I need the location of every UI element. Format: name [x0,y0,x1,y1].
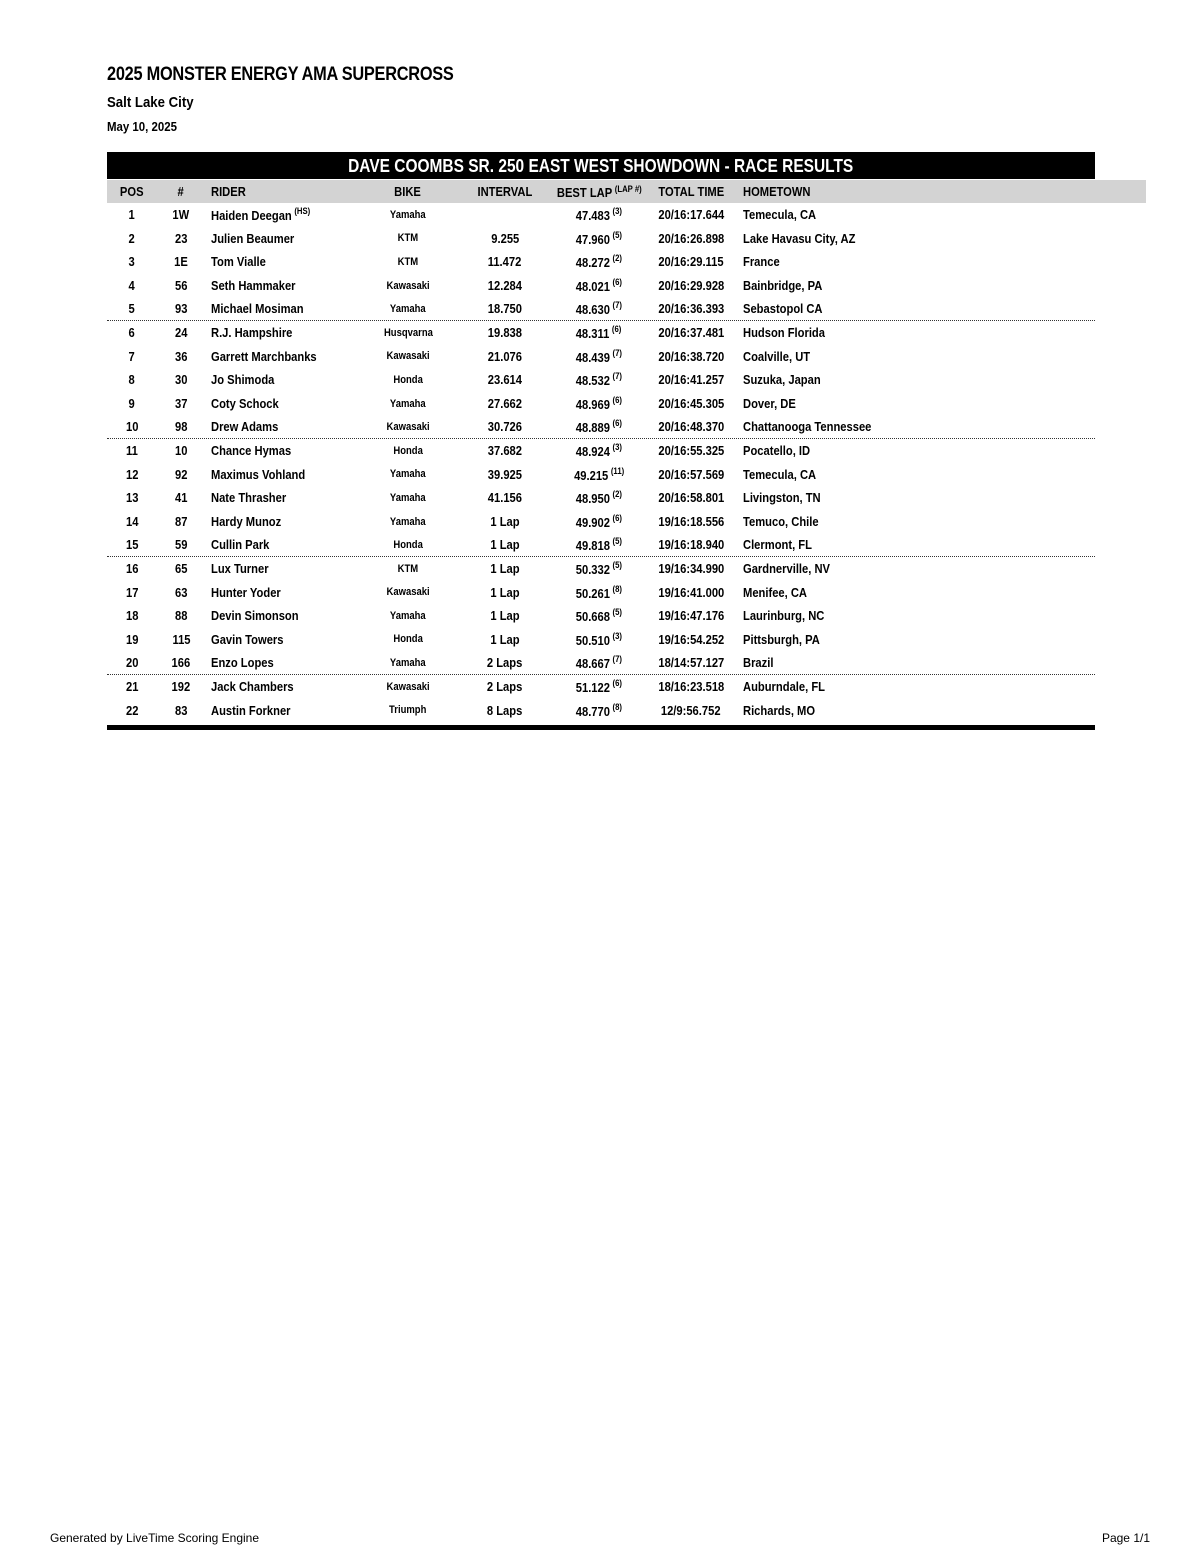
row-total-time: 19/16:47.176 [658,608,724,624]
row-bike: Kawasaki [386,350,430,363]
row-best-lap: 48.021 $^{(6)}$ [575,277,623,295]
row-hometown: Brazil [743,655,774,671]
row-best-lap: 50.332 $^{(5)}$ [575,560,623,578]
row-best-lap: 49.902 $^{(6)}$ [575,513,623,531]
row-interval: 19.838 [487,325,523,341]
row-rider: Hardy Munoz [211,514,282,530]
results-banner-text: DAVE COOMBS SR. 250 EAST WEST SHOWDOWN - RACE RESULTS [348,156,854,176]
row-best-lap: 47.960 $^{(5)}$ [575,229,623,247]
row-rider: Chance Hymas [211,443,292,459]
row-rider: Gavin Towers [211,631,284,647]
row-best-lap-note: (2) [612,489,623,500]
row-interval: 1 Lap [490,631,520,647]
row-pos: 7 [128,348,136,364]
row-total-time: 19/16:54.252 [658,631,724,647]
row-total-time: 20/16:29.928 [658,278,724,294]
table-row [107,227,1095,251]
row-interval [461,203,549,227]
row-best-lap: 48.439 $^{(7)}$ [575,347,623,365]
row-number: 1E [174,254,188,270]
row-total-time: 19/16:18.556 [658,514,724,530]
row-best-lap: 48.272 $^{(2)}$ [575,253,623,271]
table-row [107,533,1095,557]
row-best-lap-note: (5) [612,536,623,547]
row-total-time: 20/16:58.801 [658,490,724,506]
row-best-lap-note: (5) [612,229,623,240]
row-best-lap-note: (8) [612,701,623,712]
row-best-lap: 48.889 $^{(6)}$ [575,418,623,436]
table-row [107,415,1095,439]
row-interval: 2 Laps [487,679,523,695]
row-number: 192 [171,679,191,695]
table-row [107,628,1095,652]
row-hometown: Dover, DE [743,396,796,412]
row-best-lap-note: (6) [612,395,623,406]
row-pos: 8 [128,372,136,388]
table-row [107,604,1095,628]
row-hometown: Sebastopol CA [743,301,823,317]
row-interval: 1 Lap [490,584,520,600]
row-rider: Julien Beaumer [211,230,295,246]
row-hometown: Gardnerville, NV [743,561,830,577]
row-interval: 12.284 [487,278,523,294]
row-hometown: Suzuka, Japan [743,372,821,388]
row-best-lap-note: (7) [612,371,623,382]
row-best-lap-note: (6) [612,678,623,689]
row-pos: 19 [125,631,139,647]
row-hometown: Menifee, CA [743,584,807,600]
row-rider: Hunter Yoder [211,584,281,600]
row-total-time: 20/16:36.393 [658,301,724,317]
table-row [107,439,1095,463]
row-interval: 23.614 [487,372,523,388]
row-hometown: Bainbridge, PA [743,278,823,294]
table-row [107,651,1095,675]
row-total-time: 19/16:18.940 [658,537,724,553]
row-pos: 17 [125,584,139,600]
row-interval: 2 Laps [487,655,523,671]
row-pos: 4 [128,278,136,294]
row-best-lap-note: (6) [612,324,622,335]
row-best-lap-note: (6) [612,277,623,288]
row-best-lap-note: (3) [612,206,623,217]
row-interval: 37.682 [487,443,523,459]
header-rider: RIDER [211,184,246,199]
row-number: 166 [171,655,191,671]
row-bike: Honda [393,633,423,646]
row-pos: 18 [125,608,139,624]
table-row [107,557,1095,581]
row-bike: Yamaha [390,515,426,528]
row-best-lap-note: (7) [612,300,623,311]
header-interval: INTERVAL [477,184,533,199]
row-total-time: 18/16:23.518 [658,679,724,695]
row-total-time: 18/14:57.127 [658,655,724,671]
row-hometown: Hudson Florida [743,325,825,341]
row-pos: 21 [125,679,139,695]
row-best-lap-note: (5) [612,607,623,618]
row-rider: Lux Turner [211,561,269,577]
row-interval: 39.925 [487,466,523,482]
row-hometown: Temecula, CA [743,207,817,223]
row-hometown: Coalville, UT [743,348,811,364]
row-pos: 2 [128,230,136,246]
row-interval: 30.726 [487,419,523,435]
table-row [107,321,1095,345]
row-number: 24 [174,325,188,341]
header-best-lap: BEST LAP $^{(LAP \#)}$ [556,183,642,200]
row-best-lap: 50.668 $^{(5)}$ [575,607,623,625]
row-bike: Yamaha [390,656,426,669]
row-total-time: 20/16:37.481 [658,325,724,341]
table-row [107,463,1095,487]
row-number: 23 [174,230,188,246]
row-interval: 8 Laps [487,702,523,718]
row-number: 63 [174,584,188,600]
row-bike: Yamaha [390,468,426,481]
row-bike: Kawasaki [386,279,430,292]
row-bike: Kawasaki [386,586,430,599]
row-best-lap-note: (8) [612,583,623,594]
table-row [107,203,1095,227]
row-bike: Honda [393,444,423,457]
row-number: 88 [174,608,188,624]
table-row [107,486,1095,510]
table-row [107,250,1095,274]
row-number: 1W [172,207,190,223]
row-bike: Honda [393,538,423,551]
row-best-lap-note: (6) [612,513,623,524]
header-number: # [177,184,185,199]
row-best-lap: 48.667 $^{(7)}$ [575,654,623,672]
table-row [107,675,1095,699]
table-bottom-rule [107,725,1095,730]
row-number: 59 [174,537,188,553]
row-best-lap: 48.630 $^{(7)}$ [575,300,623,318]
row-total-time: 20/16:38.720 [658,348,724,364]
row-hometown: Chattanooga Tennessee [743,419,872,435]
row-number: 10 [174,443,188,459]
row-rider: Coty Schock [211,396,279,412]
table-row [107,392,1095,416]
row-bike: Honda [393,373,423,386]
row-best-lap: 48.532 $^{(7)}$ [575,371,623,389]
row-best-lap: 49.818 $^{(5)}$ [575,536,623,554]
row-rider: Enzo Lopes [211,655,274,671]
row-hometown: Laurinburg, NC [743,608,825,624]
header-pos: POS [120,184,144,199]
row-bike: KTM [397,255,419,268]
row-pos: 6 [128,325,136,341]
row-bike: Triumph [389,704,427,717]
row-rider: Jo Shimoda [211,372,275,388]
row-number: 115 [171,631,191,647]
row-interval: 18.750 [487,301,523,317]
row-pos: 1 [128,207,136,223]
table-row [107,274,1095,298]
results-header-row [107,180,1146,203]
row-bike: Yamaha [390,491,426,504]
row-number: 37 [174,396,188,412]
row-best-lap: 51.122 $^{(6)}$ [575,678,623,696]
row-best-lap-note: (11) [610,465,625,476]
row-pos: 11 [126,443,138,459]
results-banner [107,152,1095,179]
row-interval: 9.255 [490,230,519,246]
row-best-lap-note: (5) [612,560,623,571]
row-hometown: Livingston, TN [743,490,821,506]
row-rider: Drew Adams [211,419,279,435]
row-pos: 3 [128,254,136,270]
table-row [107,698,1095,722]
row-interval: 21.076 [487,348,523,364]
row-pos: 9 [128,396,136,412]
row-best-lap: 48.311 $^{(6)}$ [576,324,622,342]
row-pos: 10 [125,419,139,435]
row-total-time: 12/9:56.752 [661,702,721,718]
row-total-time: 20/16:41.257 [658,372,724,388]
footer-generated-by: Generated by LiveTime Scoring Engine [50,1531,260,1545]
row-best-lap: 48.950 $^{(2)}$ [575,489,623,507]
row-hometown: Pocatello, ID [743,443,811,459]
row-number: 87 [174,514,188,530]
row-hometown: Temuco, Chile [743,514,819,530]
table-row [107,345,1095,369]
row-best-lap-note: (2) [612,253,623,264]
row-number: 56 [174,278,188,294]
row-best-lap: 48.969 $^{(6)}$ [575,395,623,413]
table-row [107,368,1095,392]
row-hometown: Temecula, CA [743,466,817,482]
row-total-time: 20/16:17.644 [658,207,724,223]
row-total-time: 19/16:41.000 [658,584,724,600]
row-pos: 14 [125,514,139,530]
results-table-body [107,203,1095,722]
row-bike: KTM [397,562,419,575]
row-total-time: 20/16:55.325 [658,443,724,459]
row-rider: R.J. Hampshire [211,325,293,341]
row-rider: Nate Thrasher [211,490,287,506]
row-number: 83 [174,702,188,718]
row-best-lap-note: (3) [612,442,623,453]
row-rider: Maximus Vohland [211,466,306,482]
event-date: May 10, 2025 [107,119,177,134]
table-row [107,581,1095,605]
row-number: 98 [174,419,188,435]
row-interval: 1 Lap [490,608,520,624]
row-total-time: 20/16:48.370 [658,419,724,435]
row-rider: Jack Chambers [211,679,294,695]
row-hometown: Richards, MO [743,702,816,718]
row-pos: 13 [125,490,139,506]
row-interval: 1 Lap [490,514,520,530]
row-number: 65 [174,561,188,577]
table-row [107,297,1095,321]
row-total-time: 20/16:57.569 [658,466,724,482]
row-hometown: Auburndale, FL [743,679,825,695]
row-pos: 5 [128,301,136,317]
row-number: 30 [174,372,188,388]
row-interval: 1 Lap [490,561,520,577]
row-rider-note: (HS) [294,206,311,217]
venue-name: Salt Lake City [107,94,194,111]
row-best-lap-note: (7) [612,654,623,665]
row-best-lap: 48.924 $^{(3)}$ [575,442,623,460]
row-bike: KTM [397,232,419,245]
row-best-lap-note: (7) [612,347,623,358]
row-total-time: 20/16:29.115 [658,254,724,270]
header-hometown: HOMETOWN [743,184,811,199]
row-pos: 15 [125,537,139,553]
row-bike: Yamaha [390,208,426,221]
row-hometown: Pittsburgh, PA [743,631,820,647]
row-rider: Cullin Park [211,537,270,553]
row-bike: Kawasaki [386,420,430,433]
footer-page-number: Page 1/1 [1101,1531,1150,1545]
row-best-lap: 48.770 $^{(8)}$ [575,701,623,719]
row-best-lap-note: (6) [612,418,623,429]
row-bike: Yamaha [390,397,426,410]
row-best-lap-note: (3) [612,630,623,641]
row-pos: 12 [125,466,139,482]
row-hometown: France [743,254,780,270]
row-rider: Austin Forkner [211,702,291,718]
row-best-lap: 49.215 $^{(11)}$ [573,465,625,483]
row-pos: 20 [125,655,139,671]
row-rider: Devin Simonson [211,608,299,624]
row-bike: Kawasaki [386,680,430,693]
header-best-lap-note: (LAP #) [614,183,642,194]
row-total-time: 20/16:26.898 [658,230,724,246]
row-pos: 16 [125,561,139,577]
row-pos: 22 [125,702,139,718]
row-interval: 11.472 [488,254,522,270]
header-bike: BIKE [394,184,422,199]
table-row [107,510,1095,534]
row-best-lap: 50.261 $^{(8)}$ [575,583,623,601]
row-number: 36 [174,348,188,364]
row-rider: Seth Hammaker [211,278,296,294]
row-total-time: 20/16:45.305 [658,396,724,412]
row-bike: Husqvarna [383,326,433,339]
row-bike: Yamaha [390,302,426,315]
row-rider: Tom Vialle [211,254,266,270]
row-rider: Garrett Marchbanks [211,348,317,364]
row-interval: 27.662 [487,396,523,412]
header-total-time: TOTAL TIME [658,184,724,199]
row-bike: Yamaha [390,609,426,622]
row-best-lap: 47.483 $^{(3)}$ [575,206,623,224]
row-number: 92 [174,466,188,482]
row-rider: Haiden Deegan $^{(HS)}$ [211,206,311,224]
row-best-lap: 50.510 $^{(3)}$ [575,630,623,648]
row-interval: 41.156 [487,490,523,506]
row-number: 41 [174,490,188,506]
row-total-time: 19/16:34.990 [658,561,724,577]
row-interval: 1 Lap [490,537,520,553]
row-hometown: Lake Havasu City, AZ [743,230,856,246]
row-hometown: Clermont, FL [743,537,812,553]
document-title: 2025 MONSTER ENERGY AMA SUPERCROSS [107,64,454,85]
row-rider: Michael Mosiman [211,301,304,317]
row-number: 93 [174,301,188,317]
